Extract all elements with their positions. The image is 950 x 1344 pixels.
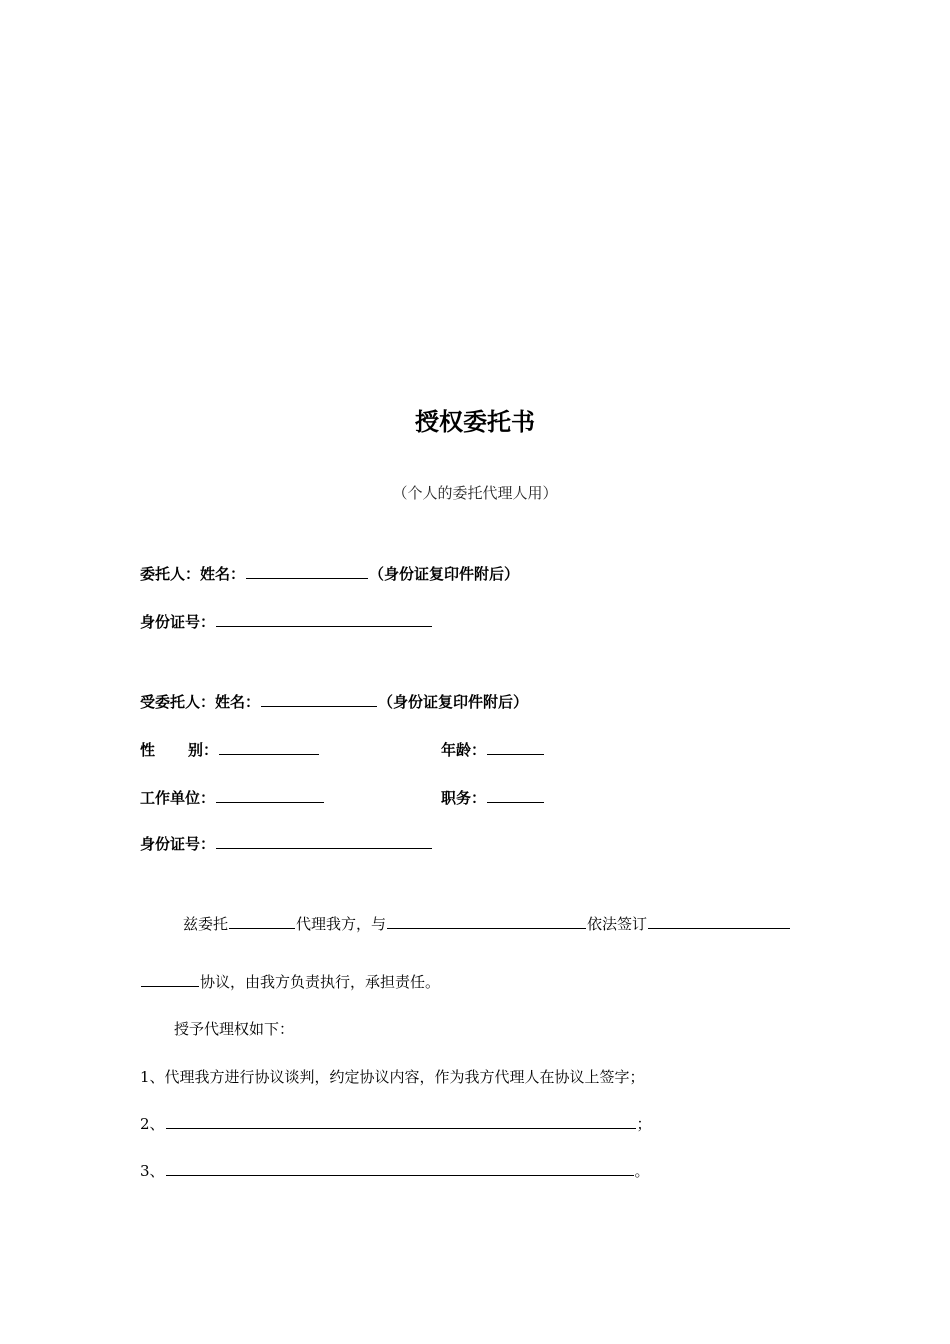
principal-id-row: [140, 611, 433, 632]
entrust-text-3: 依法签订: [587, 915, 648, 933]
agent-position-label: 职务：: [441, 789, 487, 807]
principal-id-label: 身份证号：: [140, 613, 216, 631]
agent-employer-label: 工作单位：: [140, 789, 216, 807]
agent-id-field[interactable]: [216, 833, 432, 849]
authority-item-3-suffix: 。: [634, 1162, 650, 1180]
authority-item-3-prefix: 3、: [140, 1162, 165, 1180]
grant-heading: 授予代理权如下：: [174, 1020, 295, 1038]
agent-id-copy-note: （身份证复印件附后）: [378, 693, 529, 711]
counterparty-field[interactable]: [387, 913, 586, 929]
principal-id-field[interactable]: [216, 611, 432, 627]
agent-name-label: 受委托人：姓名：: [140, 693, 261, 711]
document-subtitle: （个人的委托代理人用）: [392, 484, 558, 502]
entrust-line-1: [183, 913, 791, 934]
authority-item-3: [140, 1160, 650, 1181]
agreement-name-field-2[interactable]: [141, 971, 199, 987]
entrust-line-2: [140, 971, 440, 992]
agent-employer-field[interactable]: [216, 787, 324, 803]
authority-item-2: [140, 1113, 652, 1134]
authority-item-2-prefix: 2、: [140, 1115, 165, 1133]
principal-name-row: [140, 563, 519, 584]
principal-name-field[interactable]: [246, 563, 368, 579]
principal-id-copy-note: （身份证复印件附后）: [369, 565, 520, 583]
agent-position-row: [441, 787, 545, 808]
agent-id-row: [140, 833, 433, 854]
agent-age-field[interactable]: [487, 739, 544, 755]
entrust-text-4: 协议，由我方负责执行，承担责任。: [200, 973, 441, 991]
agent-name-field[interactable]: [261, 691, 377, 707]
entrust-text-1: 兹委托: [183, 915, 229, 933]
agent-gender-row: [140, 739, 320, 760]
authority-item-3-field[interactable]: [166, 1160, 634, 1176]
agent-id-label: 身份证号：: [140, 835, 216, 853]
agent-employer-row: [140, 787, 325, 808]
agent-gender-label-2: 别：: [188, 741, 219, 759]
agreement-name-field-1[interactable]: [648, 913, 790, 929]
authority-item-2-suffix: ；: [636, 1115, 652, 1133]
agent-position-field[interactable]: [487, 787, 544, 803]
authority-item-2-field[interactable]: [166, 1113, 636, 1129]
agent-gender-field[interactable]: [219, 739, 319, 755]
agent-age-row: [441, 739, 545, 760]
document-title: 授权委托书: [415, 408, 535, 436]
agent-gender-label-1: 性: [140, 741, 156, 759]
entrust-text-2: 代理我方，与: [296, 915, 387, 933]
principal-name-label: 委托人：姓名：: [140, 565, 246, 583]
agent-age-label: 年龄：: [441, 741, 487, 759]
entrusted-person-field[interactable]: [229, 913, 295, 929]
agent-name-row: [140, 691, 528, 712]
authority-item-1: 1、代理我方进行协议谈判，约定协议内容，作为我方代理人在协议上签字；: [140, 1068, 645, 1086]
